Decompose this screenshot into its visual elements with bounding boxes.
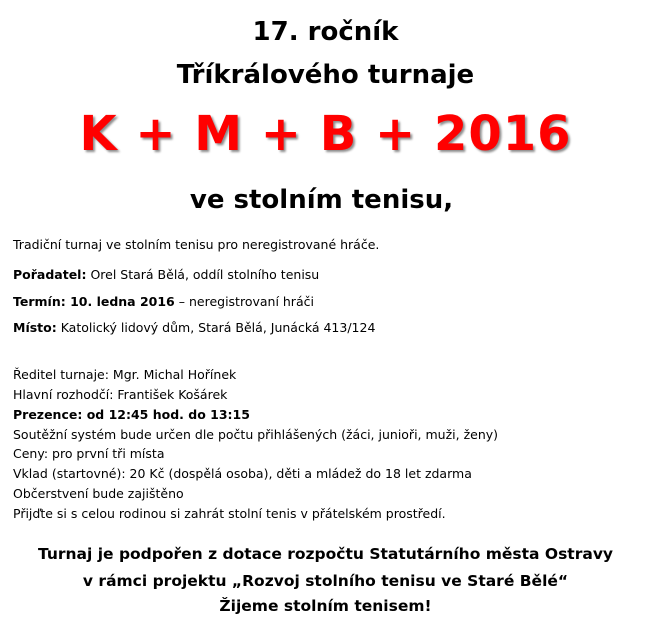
sport-heading: ve stolním tenisu, xyxy=(189,185,454,215)
place-value: Katolický lidový dům, Stará Bělá, Junácká 413/124 xyxy=(56,320,376,335)
referee-line: Hlavní rozhodčí: František Košárek xyxy=(13,387,228,402)
director-line: Ředitel turnaje: Mgr. Michal Hořínek xyxy=(13,367,237,382)
refreshments-line: Občerstvení bude zajištěno xyxy=(13,486,184,501)
sponsor-line: Turnaj je podpořen z dotace rozpočtu Statutárního města Ostravy xyxy=(37,545,614,563)
place-label: Místo: xyxy=(13,320,57,335)
project-line: v rámci projektu „Rozvoj stolního tenisu ve Staré Bělé“ xyxy=(82,572,569,590)
fee-line: Vklad (startovné): 20 Kč (dospělá osoba), děti a mládež do 18 let zdarma xyxy=(13,466,472,481)
prizes-line: Ceny: pro první tři místa xyxy=(13,446,165,461)
intro-text: Tradiční turnaj ve stolním tenisu pro neregistrované hráče. xyxy=(13,237,380,252)
date-value: 10. ledna 2016 xyxy=(65,294,175,309)
date-note: – neregistrovaní hráči xyxy=(174,294,314,309)
tournament-name-heading: Tříkrálového turnaje xyxy=(176,60,475,90)
organizer-value: Orel Stará Bělá, oddíl stolního tenisu xyxy=(86,267,320,282)
date-line xyxy=(13,294,638,309)
slogan-line: Žijeme stolním tenisem! xyxy=(219,597,432,615)
presence-line: Prezence: od 12:45 hod. do 13:15 xyxy=(13,407,250,422)
organizer-label: Pořadatel: xyxy=(13,267,87,282)
organizer-line xyxy=(13,267,638,282)
date-label: Termín: xyxy=(13,294,66,309)
system-line: Soutěžní systém bude určen dle počtu přihlášených (žáci, junioři, muži, ženy) xyxy=(13,427,499,442)
kmb-year-heading: K + M + B + 2016 xyxy=(79,106,572,162)
invite-line: Přijďte si s celou rodinou si zahrát stolní tenis v přátelském prostředí. xyxy=(13,506,446,521)
edition-heading: 17. ročník xyxy=(252,17,399,47)
place-line xyxy=(13,320,638,335)
